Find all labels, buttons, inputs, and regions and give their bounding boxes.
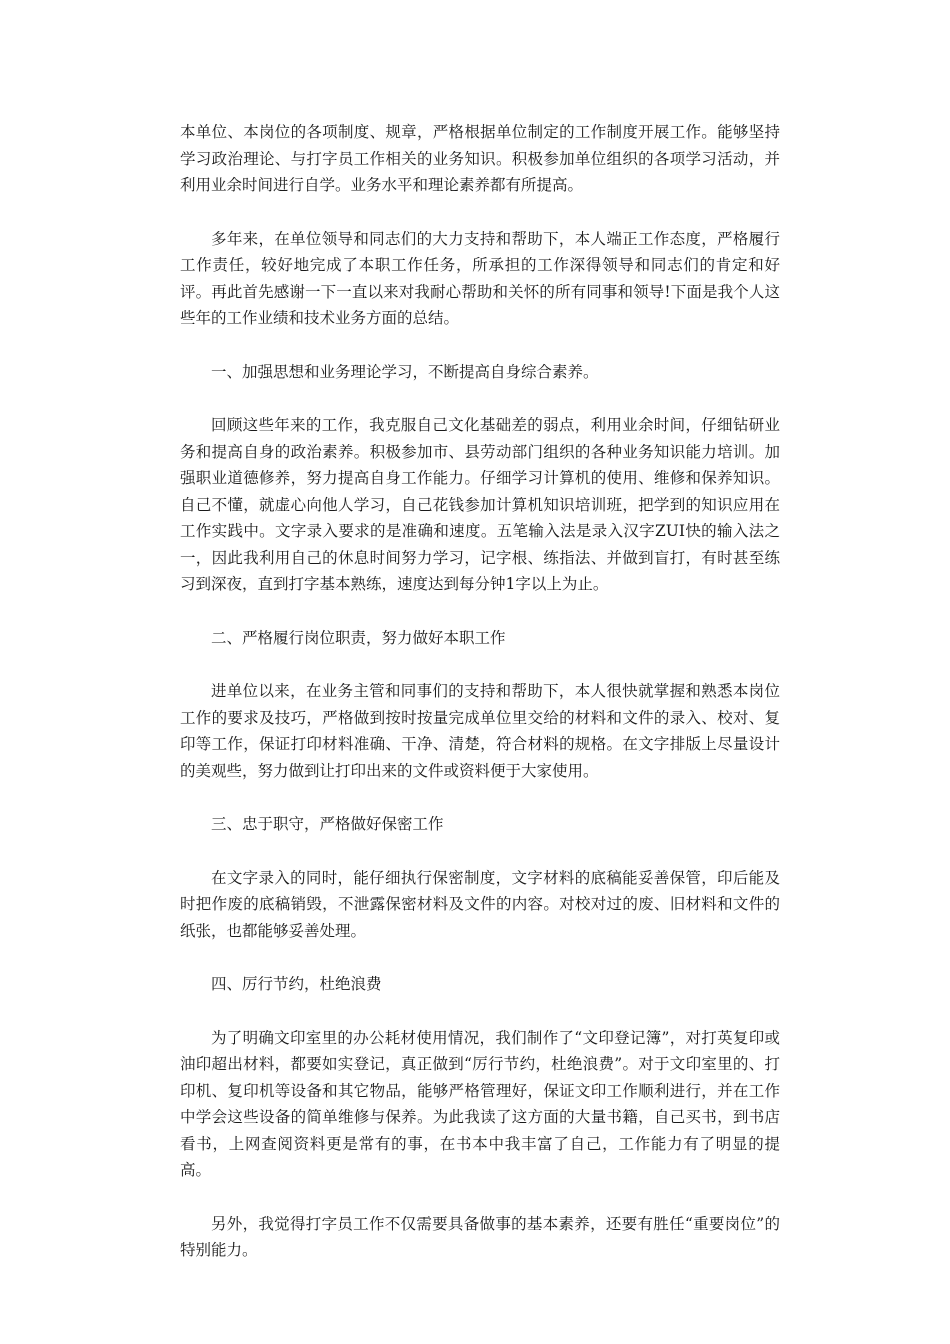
document-page bbox=[180, 119, 780, 1291]
paragraph-closing: 另外，我觉得打字员工作不仅需要具备做事的基本素养，还要有胜任“重要岗位”的特别能力。 bbox=[180, 1214, 780, 1259]
paragraph-intro-continuation: 本单位、本岗位的各项制度、规章，严格根据单位制定的工作制度开展工作。能够坚持学习政治理论、与打字员工作相关的业务知识。积极参加单位组织的各项学习活动，并利用业余时间进行自学。业务水平和理论素养都有所提高。 bbox=[180, 123, 780, 194]
section-heading-3: 三、忠于职守，严格做好保密工作 bbox=[211, 815, 444, 833]
paragraph-section-4: 为了明确文印室里的办公耗材使用情况，我们制作了“文印登记簿”，对打英复印或油印超出材料，都要如实登记，真正做到“厉行节约，杜绝浪费”。对于文印室里的、打印机、复印机等设备和其它物品，能够严格管理好，保证文印工作顺利进行，并在工作中学会这些设备的简单维修与保养。为此我读了这方面的大量书籍，自己买书，到书店看书，上网查阅资料更是常有的事，在书本中我丰富了自己，工作能力有了明显的提高。 bbox=[180, 1028, 780, 1179]
paragraph-overview: 多年来，在单位领导和同志们的大力支持和帮助下，本人端正工作态度，严格履行工作责任，较好地完成了本职工作任务，所承担的工作深得领导和同志们的肯定和好评。再此首先感谢一下一直以来对我耐心帮助和关怀的所有同事和领导!下面是我个人这些年的工作业绩和技术业务方面的总结。 bbox=[180, 229, 780, 327]
paragraph-section-2: 进单位以来，在业务主管和同事们的支持和帮助下，本人很快就掌握和熟悉本岗位工作的要求及技巧，严格做到按时按量完成单位里交给的材料和文件的录入、校对、复印等工作，保证打印材料准确、干净、清楚，符合材料的规格。在文字排版上尽量设计的美观些，努力做到让打印出来的文件或资料便于大家使用。 bbox=[180, 682, 780, 780]
paragraph-section-1: 回顾这些年来的工作，我克服自己文化基础差的弱点，利用业余时间，仔细钻研业务和提高自身的政治素养。积极参加市、县劳动部门组织的各种业务知识能力培训。加强职业道德修养，努力提高自身工作能力。仔细学习计算机的使用、维修和保养知识。自己不懂，就虚心向他人学习，自己花钱参加计算机知识培训班，把学到的知识应用在工作实践中。文字录入要求的是准确和速度。五笔输入法是录入汉字ZUI快的输入法之一，因此我利用自己的休息时间努力学习，记字根、练指法、并做到盲打，有时甚至练习到深夜，直到打字基本熟练，速度达到每分钟1字以上为止。 bbox=[180, 416, 780, 593]
paragraph-section-3: 在文字录入的同时，能仔细执行保密制度，文字材料的底稿能妥善保管，印后能及时把作废的底稿销毁，不泄露保密材料及文件的内容。对校对过的废、旧材料和文件的纸张，也都能够妥善处理。 bbox=[180, 868, 780, 940]
section-heading-2: 二、严格履行岗位职责，努力做好本职工作 bbox=[211, 628, 506, 647]
section-heading-4: 四、厉行节约，杜绝浪费 bbox=[211, 975, 382, 993]
section-heading-1: 一、加强思想和业务理论学习，不断提高自身综合素养。 bbox=[211, 362, 599, 381]
